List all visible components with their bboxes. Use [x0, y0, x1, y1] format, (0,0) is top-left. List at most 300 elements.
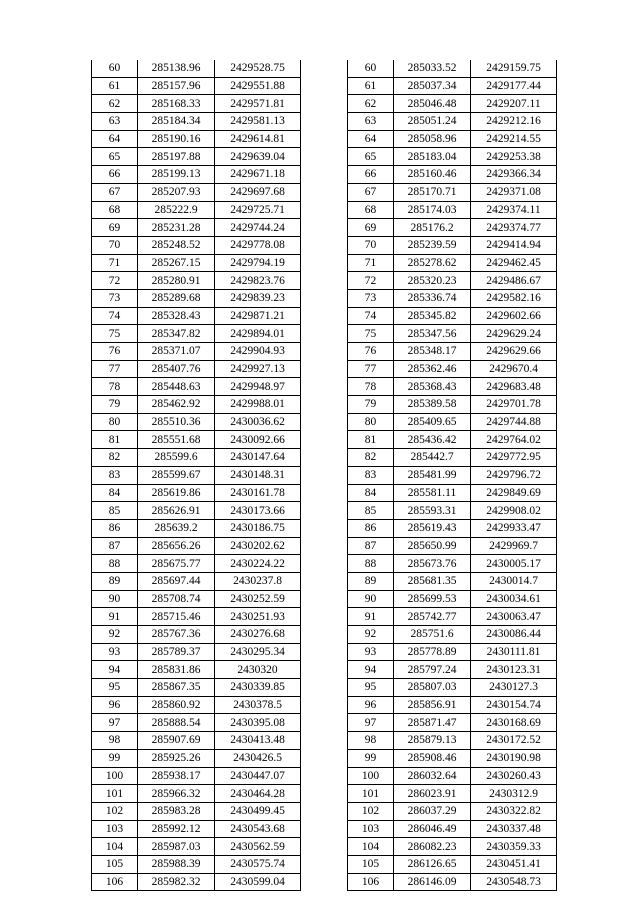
point-number-cell: 71 [348, 254, 394, 272]
table-row [92, 77, 301, 95]
x-coordinate-cell: 285033.52 [394, 60, 471, 77]
point-number-cell: 91 [348, 608, 394, 626]
x-coordinate-cell: 285051.24 [394, 113, 471, 131]
table-row [92, 289, 301, 307]
y-coordinate-cell: 2429772.95 [471, 449, 557, 467]
table-row [348, 590, 557, 608]
point-number-cell: 61 [348, 77, 394, 95]
point-number-cell: 106 [92, 873, 138, 891]
y-coordinate-cell: 2429374.77 [471, 219, 557, 237]
point-number-cell: 87 [348, 537, 394, 555]
x-coordinate-cell: 285699.53 [394, 590, 471, 608]
table-row [92, 608, 301, 626]
table-row [92, 325, 301, 343]
coordinate-table-left [91, 60, 301, 891]
x-coordinate-cell: 285389.58 [394, 396, 471, 414]
table-row [92, 749, 301, 767]
table-row [92, 113, 301, 131]
point-number-cell: 78 [348, 378, 394, 396]
y-coordinate-cell: 2429462.45 [471, 254, 557, 272]
point-number-cell: 84 [92, 484, 138, 502]
table-row [92, 484, 301, 502]
y-coordinate-cell: 2430499.45 [215, 802, 301, 820]
table-row [92, 219, 301, 237]
table-row [92, 201, 301, 219]
point-number-cell: 104 [348, 838, 394, 856]
point-number-cell: 80 [348, 413, 394, 431]
y-coordinate-cell: 2429214.55 [471, 130, 557, 148]
point-number-cell: 90 [348, 590, 394, 608]
point-number-cell: 90 [92, 590, 138, 608]
y-coordinate-cell: 2429629.24 [471, 325, 557, 343]
y-coordinate-cell: 2430359.33 [471, 838, 557, 856]
table-row [348, 343, 557, 361]
point-number-cell: 79 [348, 396, 394, 414]
y-coordinate-cell: 2429212.16 [471, 113, 557, 131]
point-number-cell: 75 [92, 325, 138, 343]
point-number-cell: 88 [92, 555, 138, 573]
table-row [348, 60, 557, 77]
table-row [348, 820, 557, 838]
table-row [348, 431, 557, 449]
y-coordinate-cell: 2430127.3 [471, 679, 557, 697]
x-coordinate-cell: 285673.76 [394, 555, 471, 573]
x-coordinate-cell: 285599.6 [138, 449, 215, 467]
x-coordinate-cell: 285138.96 [138, 60, 215, 77]
point-number-cell: 81 [92, 431, 138, 449]
y-coordinate-cell: 2429159.75 [471, 60, 557, 77]
table-row [92, 449, 301, 467]
point-number-cell: 70 [92, 236, 138, 254]
table-row [92, 679, 301, 697]
x-coordinate-cell: 285856.91 [394, 696, 471, 714]
y-coordinate-cell: 2430464.28 [215, 785, 301, 803]
x-coordinate-cell: 285197.88 [138, 148, 215, 166]
table-row [92, 236, 301, 254]
coordinate-table-right-body [348, 60, 557, 891]
point-number-cell: 93 [348, 643, 394, 661]
point-number-cell: 87 [92, 537, 138, 555]
y-coordinate-cell: 2429725.71 [215, 201, 301, 219]
y-coordinate-cell: 2429670.4 [471, 360, 557, 378]
point-number-cell: 68 [92, 201, 138, 219]
table-row [92, 785, 301, 803]
x-coordinate-cell: 285239.59 [394, 236, 471, 254]
y-coordinate-cell: 2430190.98 [471, 749, 557, 767]
x-coordinate-cell: 286082.23 [394, 838, 471, 856]
y-coordinate-cell: 2429366.34 [471, 166, 557, 184]
y-coordinate-cell: 2429948.97 [215, 378, 301, 396]
y-coordinate-cell: 2430148.31 [215, 466, 301, 484]
point-number-cell: 82 [92, 449, 138, 467]
x-coordinate-cell: 286037.29 [394, 802, 471, 820]
point-number-cell: 66 [92, 166, 138, 184]
point-number-cell: 67 [348, 183, 394, 201]
x-coordinate-cell: 285436.42 [394, 431, 471, 449]
y-coordinate-cell: 2430276.68 [215, 626, 301, 644]
table-row [348, 289, 557, 307]
x-coordinate-cell: 285320.23 [394, 272, 471, 290]
x-coordinate-cell: 285888.54 [138, 714, 215, 732]
y-coordinate-cell: 2430451.41 [471, 855, 557, 873]
table-row [92, 148, 301, 166]
x-coordinate-cell: 285619.43 [394, 519, 471, 537]
x-coordinate-cell: 285347.56 [394, 325, 471, 343]
point-number-cell: 68 [348, 201, 394, 219]
y-coordinate-cell: 2430337.48 [471, 820, 557, 838]
y-coordinate-cell: 2430413.48 [215, 732, 301, 750]
point-number-cell: 67 [92, 183, 138, 201]
point-number-cell: 69 [92, 219, 138, 237]
point-number-cell: 65 [348, 148, 394, 166]
point-number-cell: 77 [92, 360, 138, 378]
y-coordinate-cell: 2429794.19 [215, 254, 301, 272]
table-row [92, 519, 301, 537]
x-coordinate-cell: 285938.17 [138, 767, 215, 785]
x-coordinate-cell: 286126.65 [394, 855, 471, 873]
y-coordinate-cell: 2429253.38 [471, 148, 557, 166]
x-coordinate-cell: 285681.35 [394, 572, 471, 590]
y-coordinate-cell: 2429871.21 [215, 307, 301, 325]
y-coordinate-cell: 2429933.47 [471, 519, 557, 537]
x-coordinate-cell: 285510.36 [138, 413, 215, 431]
x-coordinate-cell: 285551.68 [138, 431, 215, 449]
y-coordinate-cell: 2430260.43 [471, 767, 557, 785]
point-number-cell: 86 [348, 519, 394, 537]
y-coordinate-cell: 2430378.5 [215, 696, 301, 714]
x-coordinate-cell: 285280.91 [138, 272, 215, 290]
y-coordinate-cell: 2429528.75 [215, 60, 301, 77]
y-coordinate-cell: 2430339.85 [215, 679, 301, 697]
point-number-cell: 60 [348, 60, 394, 77]
x-coordinate-cell: 285708.74 [138, 590, 215, 608]
y-coordinate-cell: 2430237.8 [215, 572, 301, 590]
table-row [348, 201, 557, 219]
y-coordinate-cell: 2430111.81 [471, 643, 557, 661]
y-coordinate-cell: 2430168.69 [471, 714, 557, 732]
table-row [92, 396, 301, 414]
table-row [92, 431, 301, 449]
table-row [348, 307, 557, 325]
x-coordinate-cell: 285207.93 [138, 183, 215, 201]
point-number-cell: 83 [348, 466, 394, 484]
point-number-cell: 97 [348, 714, 394, 732]
y-coordinate-cell: 2430426.5 [215, 749, 301, 767]
x-coordinate-cell: 285328.43 [138, 307, 215, 325]
point-number-cell: 73 [92, 289, 138, 307]
x-coordinate-cell: 285751.6 [394, 626, 471, 644]
y-coordinate-cell: 2430252.59 [215, 590, 301, 608]
x-coordinate-cell: 285715.46 [138, 608, 215, 626]
point-number-cell: 92 [92, 626, 138, 644]
table-row [348, 679, 557, 697]
y-coordinate-cell: 2429486.67 [471, 272, 557, 290]
x-coordinate-cell: 285742.77 [394, 608, 471, 626]
y-coordinate-cell: 2429571.81 [215, 95, 301, 113]
table-row [92, 661, 301, 679]
point-number-cell: 85 [92, 502, 138, 520]
x-coordinate-cell: 285639.2 [138, 519, 215, 537]
x-coordinate-cell: 285168.33 [138, 95, 215, 113]
x-coordinate-cell: 285767.36 [138, 626, 215, 644]
table-row [92, 555, 301, 573]
point-number-cell: 106 [348, 873, 394, 891]
x-coordinate-cell: 285908.46 [394, 749, 471, 767]
y-coordinate-cell: 2430186.75 [215, 519, 301, 537]
point-number-cell: 72 [92, 272, 138, 290]
x-coordinate-cell: 285336.74 [394, 289, 471, 307]
x-coordinate-cell: 286023.91 [394, 785, 471, 803]
x-coordinate-cell: 285409.65 [394, 413, 471, 431]
y-coordinate-cell: 2430447.07 [215, 767, 301, 785]
point-number-cell: 63 [348, 113, 394, 131]
point-number-cell: 93 [92, 643, 138, 661]
y-coordinate-cell: 2430224.22 [215, 555, 301, 573]
table-row [92, 590, 301, 608]
point-number-cell: 76 [348, 343, 394, 361]
x-coordinate-cell: 285593.31 [394, 502, 471, 520]
x-coordinate-cell: 285278.62 [394, 254, 471, 272]
x-coordinate-cell: 285987.03 [138, 838, 215, 856]
table-row [348, 714, 557, 732]
y-coordinate-cell: 2429671.18 [215, 166, 301, 184]
x-coordinate-cell: 285599.67 [138, 466, 215, 484]
y-coordinate-cell: 2430172.52 [471, 732, 557, 750]
x-coordinate-cell: 285831.86 [138, 661, 215, 679]
y-coordinate-cell: 2430005.17 [471, 555, 557, 573]
point-number-cell: 89 [92, 572, 138, 590]
point-number-cell: 89 [348, 572, 394, 590]
y-coordinate-cell: 2429849.69 [471, 484, 557, 502]
table-row [348, 749, 557, 767]
y-coordinate-cell: 2430295.34 [215, 643, 301, 661]
x-coordinate-cell: 285058.96 [394, 130, 471, 148]
table-row [92, 378, 301, 396]
table-row [348, 484, 557, 502]
table-row [348, 219, 557, 237]
y-coordinate-cell: 2429177.44 [471, 77, 557, 95]
table-row [348, 413, 557, 431]
point-number-cell: 78 [92, 378, 138, 396]
table-row [348, 449, 557, 467]
point-number-cell: 70 [348, 236, 394, 254]
table-row [92, 183, 301, 201]
point-number-cell: 91 [92, 608, 138, 626]
point-number-cell: 95 [348, 679, 394, 697]
x-coordinate-cell: 285650.99 [394, 537, 471, 555]
table-row [348, 785, 557, 803]
y-coordinate-cell: 2429744.24 [215, 219, 301, 237]
table-row [348, 183, 557, 201]
coordinate-table-left-body [92, 60, 301, 891]
table-row [348, 166, 557, 184]
point-number-cell: 85 [348, 502, 394, 520]
table-row [348, 767, 557, 785]
x-coordinate-cell: 285345.82 [394, 307, 471, 325]
y-coordinate-cell: 2430092.66 [215, 431, 301, 449]
table-row [92, 802, 301, 820]
point-number-cell: 61 [92, 77, 138, 95]
point-number-cell: 105 [92, 855, 138, 873]
table-row [92, 166, 301, 184]
y-coordinate-cell: 2430251.93 [215, 608, 301, 626]
table-row [92, 502, 301, 520]
y-coordinate-cell: 2430086.44 [471, 626, 557, 644]
y-coordinate-cell: 2429639.04 [215, 148, 301, 166]
table-row [348, 236, 557, 254]
point-number-cell: 64 [348, 130, 394, 148]
point-number-cell: 76 [92, 343, 138, 361]
table-row [348, 77, 557, 95]
table-row [92, 466, 301, 484]
y-coordinate-cell: 2429969.7 [471, 537, 557, 555]
point-number-cell: 96 [92, 696, 138, 714]
y-coordinate-cell: 2429697.68 [215, 183, 301, 201]
point-number-cell: 62 [92, 95, 138, 113]
x-coordinate-cell: 285199.13 [138, 166, 215, 184]
table-row [92, 855, 301, 873]
table-row [348, 95, 557, 113]
x-coordinate-cell: 286046.49 [394, 820, 471, 838]
table-row [348, 325, 557, 343]
y-coordinate-cell: 2429374.11 [471, 201, 557, 219]
table-row [92, 572, 301, 590]
x-coordinate-cell: 285925.26 [138, 749, 215, 767]
point-number-cell: 98 [92, 732, 138, 750]
point-number-cell: 82 [348, 449, 394, 467]
x-coordinate-cell: 285626.91 [138, 502, 215, 520]
table-row [348, 272, 557, 290]
x-coordinate-cell: 285481.99 [394, 466, 471, 484]
x-coordinate-cell: 285982.32 [138, 873, 215, 891]
y-coordinate-cell: 2429894.01 [215, 325, 301, 343]
point-number-cell: 69 [348, 219, 394, 237]
y-coordinate-cell: 2430154.74 [471, 696, 557, 714]
y-coordinate-cell: 2429614.81 [215, 130, 301, 148]
point-number-cell: 83 [92, 466, 138, 484]
point-number-cell: 95 [92, 679, 138, 697]
y-coordinate-cell: 2429839.23 [215, 289, 301, 307]
x-coordinate-cell: 285176.2 [394, 219, 471, 237]
table-row [348, 130, 557, 148]
table-row [92, 767, 301, 785]
x-coordinate-cell: 285656.26 [138, 537, 215, 555]
table-row [348, 360, 557, 378]
point-number-cell: 97 [92, 714, 138, 732]
point-number-cell: 103 [348, 820, 394, 838]
table-row [348, 661, 557, 679]
y-coordinate-cell: 2429581.13 [215, 113, 301, 131]
y-coordinate-cell: 2429701.78 [471, 396, 557, 414]
point-number-cell: 105 [348, 855, 394, 873]
y-coordinate-cell: 2430543.68 [215, 820, 301, 838]
table-row [92, 626, 301, 644]
point-number-cell: 100 [92, 767, 138, 785]
table-row [92, 254, 301, 272]
x-coordinate-cell: 285992.12 [138, 820, 215, 838]
point-number-cell: 79 [92, 396, 138, 414]
point-number-cell: 101 [92, 785, 138, 803]
y-coordinate-cell: 2429908.02 [471, 502, 557, 520]
x-coordinate-cell: 285860.92 [138, 696, 215, 714]
table-row [348, 537, 557, 555]
y-coordinate-cell: 2430562.59 [215, 838, 301, 856]
y-coordinate-cell: 2430320 [215, 661, 301, 679]
table-row [92, 732, 301, 750]
x-coordinate-cell: 285362.46 [394, 360, 471, 378]
y-coordinate-cell: 2429744.88 [471, 413, 557, 431]
point-number-cell: 60 [92, 60, 138, 77]
point-number-cell: 77 [348, 360, 394, 378]
x-coordinate-cell: 285778.89 [394, 643, 471, 661]
point-number-cell: 86 [92, 519, 138, 537]
y-coordinate-cell: 2430063.47 [471, 608, 557, 626]
x-coordinate-cell: 285619.86 [138, 484, 215, 502]
table-row [348, 643, 557, 661]
point-number-cell: 99 [348, 749, 394, 767]
y-coordinate-cell: 2430173.66 [215, 502, 301, 520]
point-number-cell: 98 [348, 732, 394, 750]
point-number-cell: 73 [348, 289, 394, 307]
y-coordinate-cell: 2429582.16 [471, 289, 557, 307]
y-coordinate-cell: 2429207.11 [471, 95, 557, 113]
y-coordinate-cell: 2430147.64 [215, 449, 301, 467]
x-coordinate-cell: 285871.47 [394, 714, 471, 732]
point-number-cell: 104 [92, 838, 138, 856]
table-row [92, 95, 301, 113]
table-row [92, 820, 301, 838]
x-coordinate-cell: 285184.34 [138, 113, 215, 131]
table-row [92, 873, 301, 891]
table-row [348, 113, 557, 131]
y-coordinate-cell: 2429927.13 [215, 360, 301, 378]
table-row [348, 502, 557, 520]
point-number-cell: 74 [92, 307, 138, 325]
y-coordinate-cell: 2430161.78 [215, 484, 301, 502]
x-coordinate-cell: 285231.28 [138, 219, 215, 237]
x-coordinate-cell: 285797.24 [394, 661, 471, 679]
x-coordinate-cell: 285371.07 [138, 343, 215, 361]
x-coordinate-cell: 285174.03 [394, 201, 471, 219]
y-coordinate-cell: 2429988.01 [215, 396, 301, 414]
table-row [92, 714, 301, 732]
point-number-cell: 81 [348, 431, 394, 449]
table-row [348, 608, 557, 626]
y-coordinate-cell: 2429371.08 [471, 183, 557, 201]
table-row [92, 130, 301, 148]
y-coordinate-cell: 2429551.88 [215, 77, 301, 95]
y-coordinate-cell: 2430123.31 [471, 661, 557, 679]
table-row [348, 148, 557, 166]
point-number-cell: 100 [348, 767, 394, 785]
table-row [92, 537, 301, 555]
table-row [348, 466, 557, 484]
table-row [92, 696, 301, 714]
y-coordinate-cell: 2430548.73 [471, 873, 557, 891]
point-number-cell: 62 [348, 95, 394, 113]
table-row [348, 626, 557, 644]
point-number-cell: 72 [348, 272, 394, 290]
x-coordinate-cell: 285368.43 [394, 378, 471, 396]
table-row [348, 873, 557, 891]
table-row [92, 307, 301, 325]
point-number-cell: 84 [348, 484, 394, 502]
x-coordinate-cell: 285442.7 [394, 449, 471, 467]
y-coordinate-cell: 2430202.62 [215, 537, 301, 555]
table-row [348, 519, 557, 537]
x-coordinate-cell: 285347.82 [138, 325, 215, 343]
y-coordinate-cell: 2429778.08 [215, 236, 301, 254]
